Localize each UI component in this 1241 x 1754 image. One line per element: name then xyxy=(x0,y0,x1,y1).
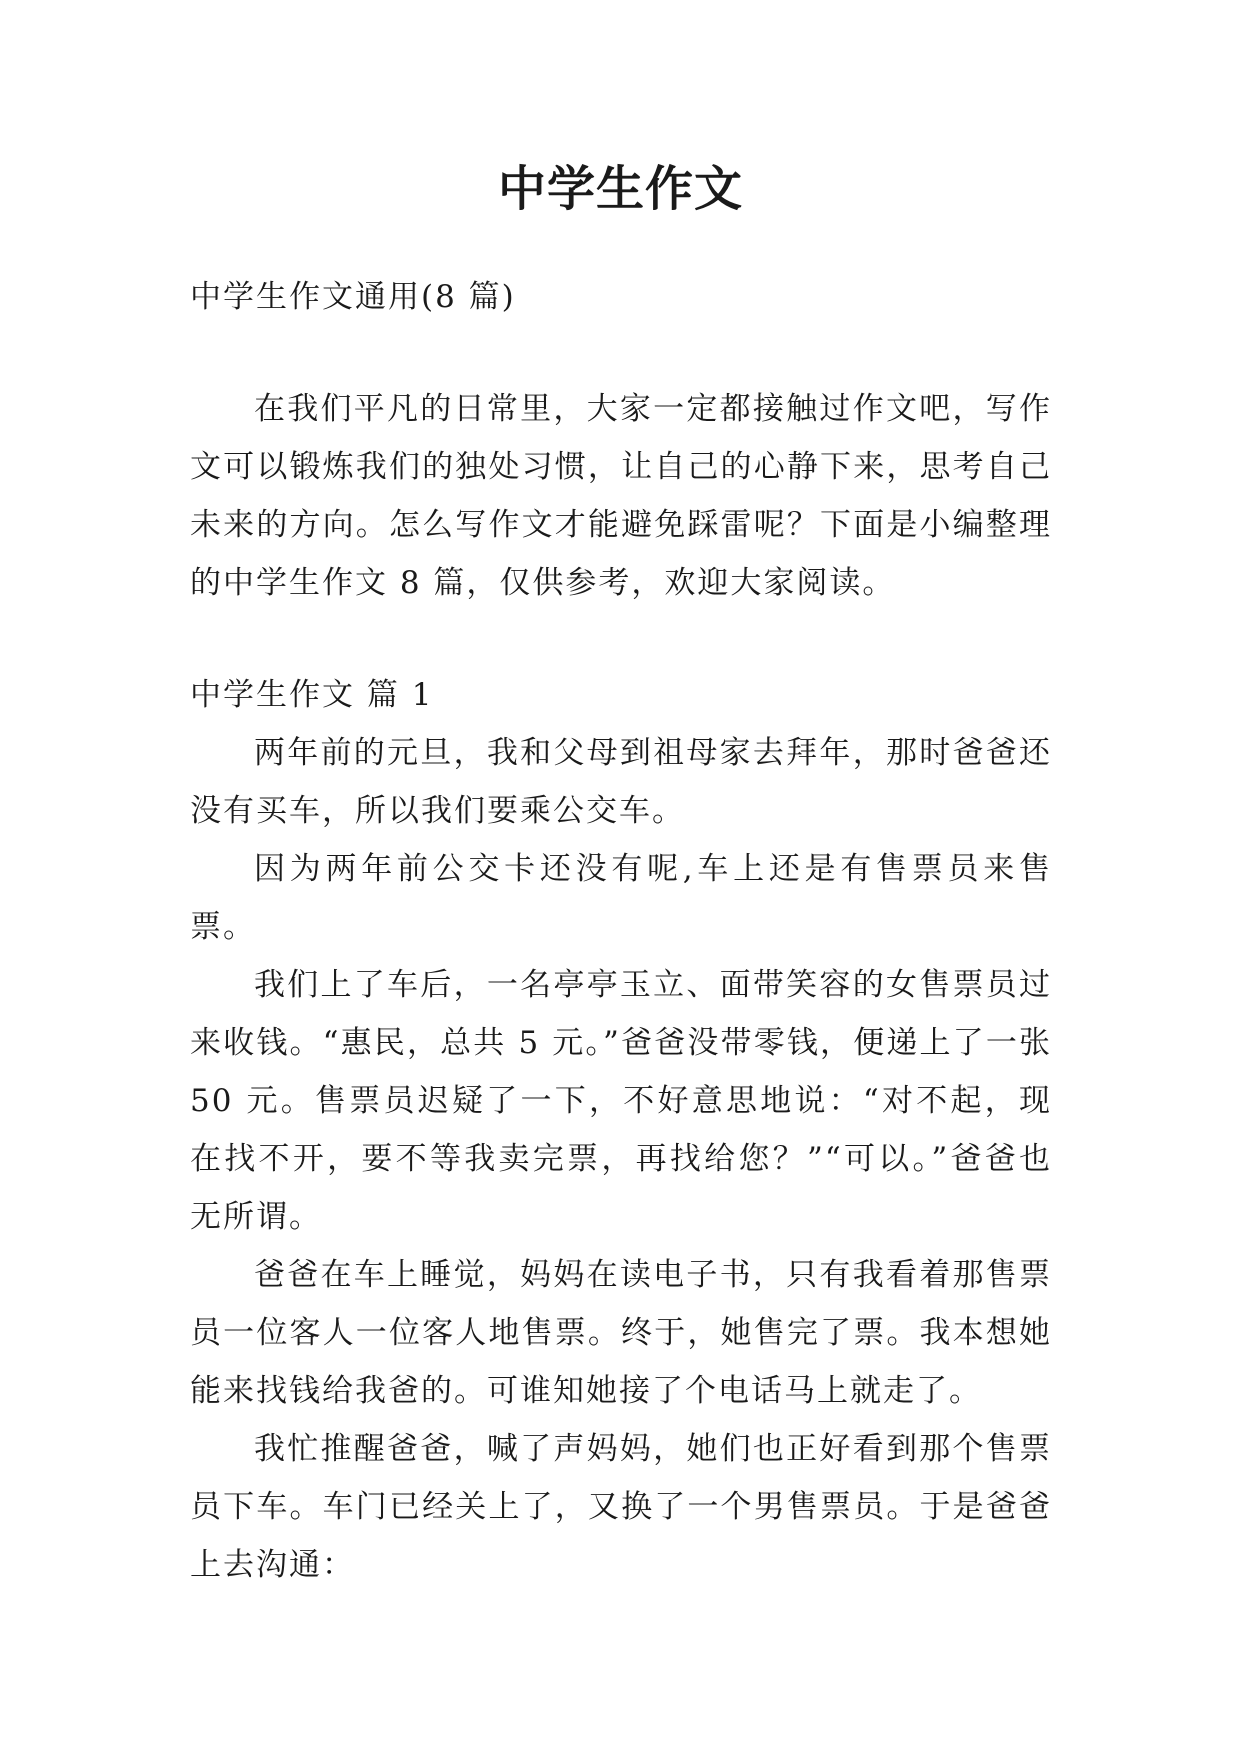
document-body xyxy=(190,268,1052,1594)
body-paragraph: 我忙推醒爸爸，喊了声妈妈，她们也正好看到那个售票员下车。车门已经关上了，又换了一个男售票员。于是爸爸上去沟通： xyxy=(190,1431,1052,1583)
body-paragraph: 因为两年前公交卡还没有呢,车上还是有售票员来售票。 xyxy=(190,851,1052,945)
document-title: 中学生作文 xyxy=(497,161,743,217)
body-paragraph: 两年前的元旦，我和父母到祖母家去拜年，那时爸爸还没有买车，所以我们要乘公交车。 xyxy=(190,735,1052,829)
body-paragraph: 爸爸在车上睡觉，妈妈在读电子书，只有我看着那售票员一位客人一位客人地售票。终于，她售完了票。我本想她能来找钱给我爸的。可谁知她接了个电话马上就走了。 xyxy=(190,1257,1052,1409)
intro-paragraph: 在我们平凡的日常里，大家一定都接触过作文吧，写作文可以锻炼我们的独处习惯，让自己的心静下来，思考自己未来的方向。怎么写作文才能避免踩雷呢？下面是小编整理的中学生作文 8 篇，仅供参考，欢迎大家阅读。 xyxy=(190,391,1052,601)
section-heading: 中学生作文 篇 1 xyxy=(190,677,434,713)
body-paragraph: 我们上了车后，一名亭亭玉立、面带笑容的女售票员过来收钱。“惠民，总共 5 元。”爸爸没带零钱，便递上了一张 50 元。售票员迟疑了一下，不好意思地说：“对不起，现在找不开，要不等我卖完票，再找给您？”“可以。”爸爸也无所谓。 xyxy=(190,967,1052,1235)
document-subtitle: 中学生作文通用(8 篇) xyxy=(190,279,516,315)
